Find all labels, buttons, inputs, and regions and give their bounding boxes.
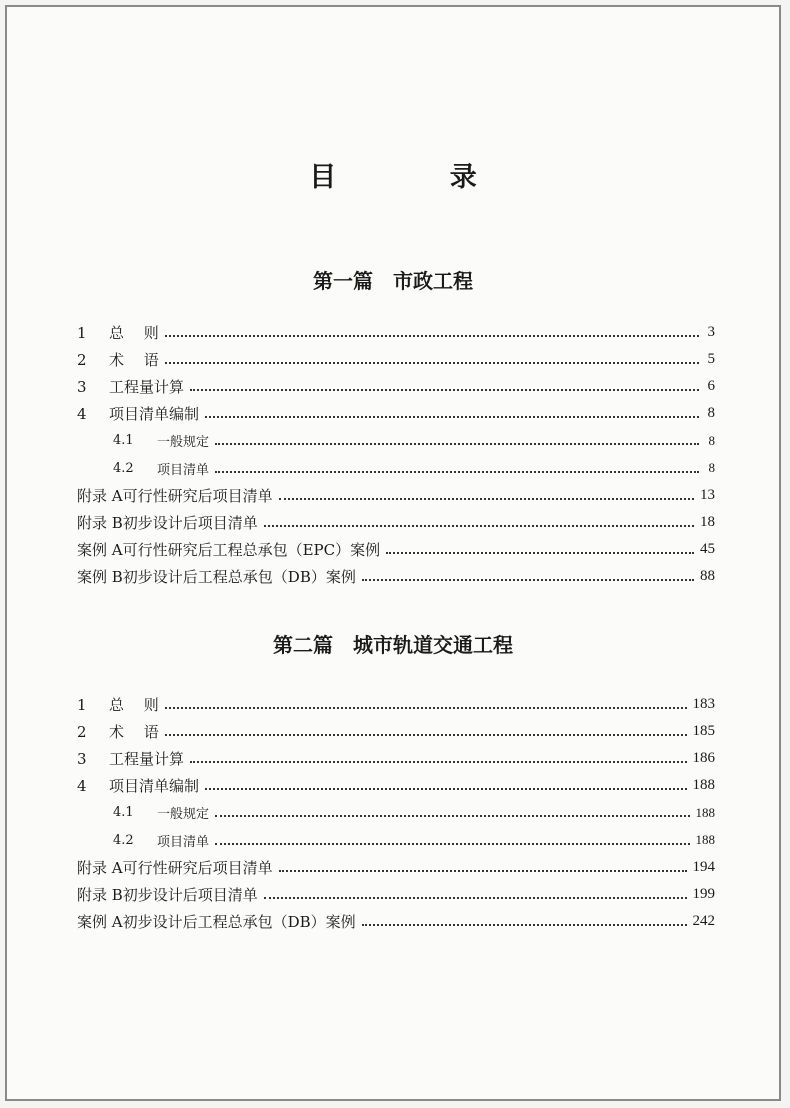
toc-entry-page: 6 (707, 378, 715, 395)
toc-entry-number: 2 (77, 350, 87, 369)
toc-entry[interactable] (77, 454, 715, 481)
toc-entry-label: 初步设计后项目清单 (122, 885, 258, 904)
toc-entry-number: 4.1 (113, 805, 134, 821)
toc-entry[interactable] (77, 319, 715, 346)
toc-entry-label: 总 则 (109, 324, 159, 343)
part-2-name: 城市轨道交通工程 (353, 633, 513, 657)
dot-leader (215, 442, 699, 445)
toc-entry-page: 18 (700, 513, 715, 530)
dot-leader (215, 842, 689, 845)
toc-entry-page: 3 (707, 324, 715, 341)
toc-entry[interactable] (77, 373, 715, 400)
toc-entry-number: 1 (77, 695, 87, 714)
toc-entry-number: 3 (77, 377, 87, 396)
dot-leader (205, 415, 699, 418)
toc-entry-number: 4.2 (113, 832, 134, 848)
toc-entry-page: 186 (692, 750, 715, 767)
dot-leader (215, 470, 699, 473)
toc-entry-number: 1 (77, 323, 87, 342)
dot-leader (264, 524, 694, 527)
toc-entry-page: 5 (707, 351, 715, 368)
dot-leader (279, 497, 694, 500)
toc-entry-number: 4.2 (113, 460, 134, 476)
toc-title: 目 录 (309, 162, 529, 193)
toc-entry[interactable] (77, 772, 715, 799)
toc-entry-label: 初步设计后工程总承包（DB）案例 (122, 567, 356, 586)
toc-entry-number: 案例 A (77, 540, 123, 559)
toc-entry-page: 13 (700, 486, 715, 503)
toc-entry-page: 185 (692, 723, 715, 740)
toc-entry[interactable] (77, 400, 715, 427)
dot-leader (190, 388, 699, 391)
part-2-heading (7, 629, 779, 658)
toc-entry-label: 初步设计后项目清单 (122, 513, 258, 532)
toc-entry-label: 项目清单编制 (109, 777, 200, 796)
book-page (5, 5, 781, 1101)
toc-entry-label: 可行性研究后项目清单 (122, 486, 273, 505)
part-1-number: 第一篇 (313, 269, 373, 293)
dot-leader (386, 551, 694, 554)
dot-leader (362, 923, 687, 926)
part-2-number: 第二篇 (273, 633, 333, 657)
toc-entry-page: 8 (708, 460, 715, 476)
toc-entry[interactable] (77, 854, 715, 881)
toc-entry-label: 术 语 (109, 351, 159, 370)
toc-entry-label: 初步设计后工程总承包（DB）案例 (122, 912, 356, 931)
toc-entry-number: 案例 B (77, 567, 123, 586)
toc-entry-page: 188 (695, 804, 715, 820)
toc-entry-label: 可行性研究后项目清单 (122, 858, 273, 877)
toc-entry-label: 总 则 (109, 696, 159, 715)
dot-leader (264, 896, 687, 899)
toc-entry-label: 工程量计算 (109, 750, 185, 769)
dot-leader (165, 361, 699, 364)
toc-entry-page: 8 (708, 432, 715, 448)
toc-entry-page: 188 (692, 777, 715, 794)
toc-entry[interactable] (77, 799, 715, 826)
toc-entry[interactable] (77, 691, 715, 718)
toc-entry[interactable] (77, 563, 715, 590)
toc-entry-page: 88 (700, 567, 715, 584)
part-1-toc-list (77, 319, 715, 590)
toc-entry-number: 3 (77, 749, 87, 768)
toc-entry[interactable] (77, 718, 715, 745)
part-1-name: 市政工程 (393, 269, 473, 293)
toc-entry-label: 工程量计算 (109, 378, 185, 397)
toc-entry[interactable] (77, 908, 715, 935)
dot-leader (362, 578, 694, 581)
toc-entry-page: 183 (692, 696, 715, 713)
dot-leader (165, 706, 687, 709)
toc-entry-label: 项目清单 (157, 834, 210, 850)
toc-entry[interactable] (77, 427, 715, 454)
toc-entry-page: 45 (700, 540, 715, 557)
dot-leader (165, 733, 687, 736)
toc-entry-label: 一般规定 (157, 435, 210, 451)
toc-entry-page: 242 (692, 912, 715, 929)
toc-entry[interactable] (77, 826, 715, 853)
toc-entry-number: 案例 A (77, 912, 123, 931)
dot-leader (165, 334, 699, 337)
dot-leader (279, 869, 687, 872)
toc-entry-number: 附录 B (77, 513, 123, 532)
toc-entry-number: 4 (77, 404, 87, 423)
toc-entry[interactable] (77, 346, 715, 373)
part-2-toc-list (77, 691, 715, 935)
toc-entry-label: 可行性研究后工程总承包（EPC）案例 (122, 540, 381, 559)
toc-entry[interactable] (77, 745, 715, 772)
toc-entry-page: 194 (692, 858, 715, 875)
toc-entry[interactable] (77, 881, 715, 908)
toc-entry-page: 199 (692, 885, 715, 902)
toc-entry-page: 8 (707, 405, 715, 422)
toc-entry-number: 附录 A (77, 486, 123, 505)
toc-entry[interactable] (77, 482, 715, 509)
toc-entry-number: 4.1 (113, 433, 134, 449)
toc-entry[interactable] (77, 536, 715, 563)
toc-entry-number: 附录 B (77, 885, 123, 904)
toc-entry[interactable] (77, 509, 715, 536)
toc-entry-number: 2 (77, 722, 87, 741)
toc-entry-number: 4 (77, 776, 87, 795)
toc-entry-label: 项目清单编制 (109, 405, 200, 424)
toc-entry-label: 一般规定 (157, 807, 210, 823)
part-1-heading (7, 265, 779, 294)
toc-entry-label: 项目清单 (157, 462, 210, 478)
toc-entry-number: 附录 A (77, 858, 123, 877)
dot-leader (215, 814, 689, 817)
dot-leader (190, 760, 686, 763)
toc-entry-label: 术 语 (109, 723, 159, 742)
toc-entry-page: 188 (695, 832, 715, 848)
dot-leader (205, 787, 686, 790)
